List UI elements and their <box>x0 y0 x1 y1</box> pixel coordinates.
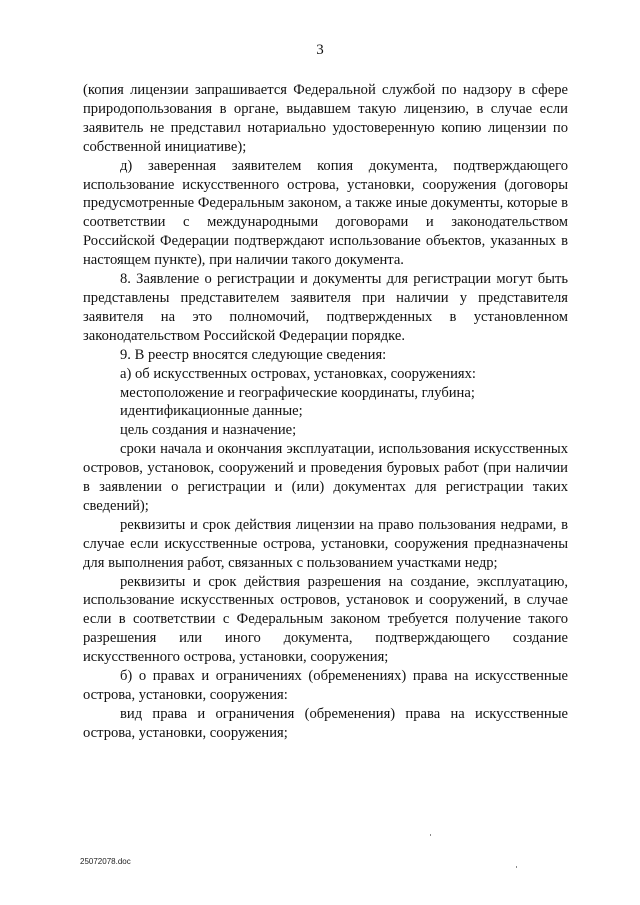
document-body <box>83 81 568 743</box>
paragraph-item-a: а) об искусственных островах, установках, сооружениях: <box>120 365 476 382</box>
paragraph-item-b: б) о правах и ограничениях (обременениях) права на искусственные острова, установки, сооружения: <box>83 668 568 703</box>
paragraph-license-copy-note: (копия лицензии запрашивается Федеральной службой по надзору в сфере природопользования в органе, выдавшем такую лицензию, в случае если заявитель не представил нотариально удостоверенную копию лицензии по собственной инициативе); <box>83 82 568 155</box>
paragraph-terms: сроки начала и окончания эксплуатации, использования искусственных островов, установок, сооружений и проведения буровых работ (при наличии в заявлении о регистрации и (или) документах для регистрации таких сведений); <box>83 441 568 514</box>
paragraph-permit: реквизиты и срок действия разрешения на создание, эксплуатацию, использование искусственных островов, установок и сооружений, в случае если в соответствии с Федеральным законом требуется получение такого разрешения или иного документа, подтверждающего создание искусственного острова, установки, сооружения; <box>83 573 568 666</box>
footer-file-code: 25072078.doc <box>80 857 131 866</box>
paragraph-identification: идентификационные данные; <box>120 403 303 420</box>
paragraph-location: местоположение и географические координаты, глубина; <box>120 384 475 401</box>
page-number: 3 <box>316 42 324 58</box>
paragraph-right-type: вид права и ограничения (обременения) права на искусственные острова, установки, сооружения; <box>83 705 568 741</box>
paragraph-clause-8: 8. Заявление о регистрации и документы для регистрации могут быть представлены представителем заявителя при наличии у представителя заявителя на это полномочий, подтвержденных в установленном законодательством Российской Федерации порядке. <box>83 271 568 344</box>
paragraph-subsoil-license: реквизиты и срок действия лицензии на право пользования недрами, в случае если искусственные острова, установки, сооружения предназначены для выполнения работ, связанных с пользованием участками недр; <box>83 516 568 571</box>
paragraph-purpose: цель создания и назначение; <box>120 422 297 439</box>
paragraph-item-d: д) заверенная заявителем копия документа, подтверждающего использование искусственного острова, установки, сооружения (договоры предусмотренные Федеральным законом, а также иные документы, которые в соответствии с международными договорами и законодательством Российской Федерации подтверждают использование объектов, указанных в настоящем пункте), при наличии такого документа. <box>83 157 568 269</box>
scan-speck <box>516 866 517 868</box>
scan-speck <box>430 834 431 836</box>
paragraph-clause-9: 9. В реестр вносятся следующие сведения: <box>120 346 387 363</box>
